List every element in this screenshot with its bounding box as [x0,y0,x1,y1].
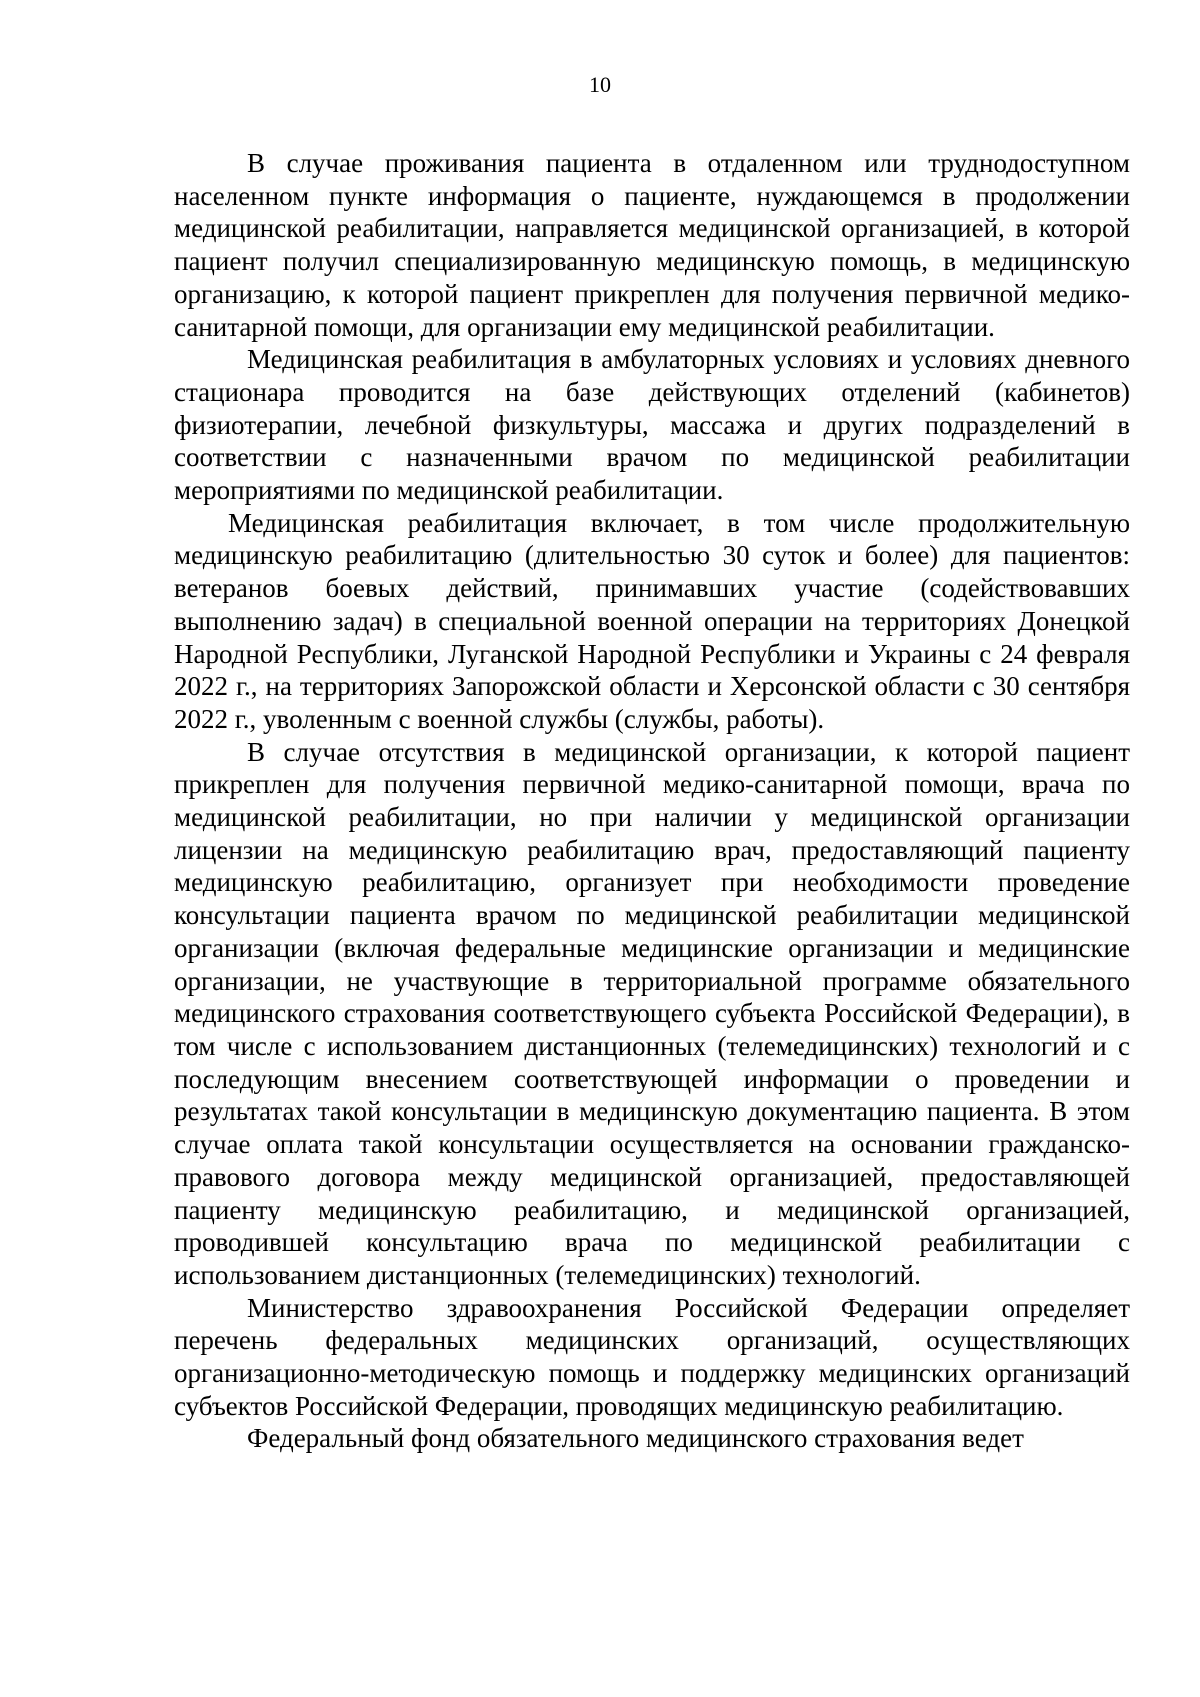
document-body [174,147,1130,1455]
paragraph-outpatient-rehabilitation: Медицинская реабилитация в амбулаторных условиях и условиях дневного стационара проводится на базе действующих отделений (кабинетов) физиотерапии, лечебной физкультуры, массажа и других подразделений в соответствии с назначенными врачом по медицинской реабилитации мероприятиями по медицинской реабилитации. [174,344,1130,506]
paragraph-consultation: В случае отсутствия в медицинской организации, к которой пациент прикреплен для получения первичной медико-санитарной помощи, врача по медицинской реабилитации, но при наличии у медицинской организации лицензии на медицинскую реабилитацию врач, предоставляющий пациенту медицинскую реабилитацию, организует при необходимости проведение консультации пациента врачом по медицинской реабилитации медицинской организации (включая федеральные медицинские организации и медицинские организации, не участвующие в территориальной программе обязательного медицинского страхования соответствующего субъекта Российской Федерации), в том числе с использованием дистанционных (телемедицинских) технологий и с последующим внесением соответствующей информации о проведении и результатах такой консультации в медицинскую документацию пациента. В этом случае оплата такой консультации осуществляется на основании гражданско-правового договора между медицинской организацией, предоставляющей пациенту медицинскую реабилитацию, и медицинской организацией, проводившей консультацию врача по медицинской реабилитации с использованием дистанционных (телемедицинских) технологий. [174,736,1130,1290]
paragraph-remote-residence: В случае проживания пациента в отдаленном или труднодоступном населенном пункте информация о пациенте, нуждающемся в продолжении медицинской реабилитации, направляется медицинской организацией, в которой пациент получил специализированную медицинскую помощь, в медицинскую организацию, к которой пациент прикреплен для получения первичной медико-санитарной помощи, для организации ему медицинской реабилитации. [174,148,1130,342]
paragraph-long-term-rehabilitation: Медицинская реабилитация включает, в том числе продолжительную медицинскую реабилитацию (длительностью 30 суток и более) для пациентов: ветеранов боевых действий, принимавших участие (содействовавших выполнению задач) в специальной военной операции на территориях Донецкой Народной Республики, Луганской Народной Республики и Украины с 24 февраля 2022 г., на территориях Запорожской области и Херсонской области с 30 сентября 2022 г., уволенным с военной службы (службы, работы). [174,507,1130,734]
paragraph-federal-fund: Федеральный фонд обязательного медицинского страхования ведет [247,1423,1024,1454]
page-number: 10 [589,72,611,97]
paragraph-ministry: Министерство здравоохранения Российской Федерации определяет перечень федеральных медицинских организаций, осуществляющих организационно-методическую помощь и поддержку медицинских организаций субъектов Российской Федерации, проводящих медицинскую реабилитацию. [174,1292,1130,1421]
